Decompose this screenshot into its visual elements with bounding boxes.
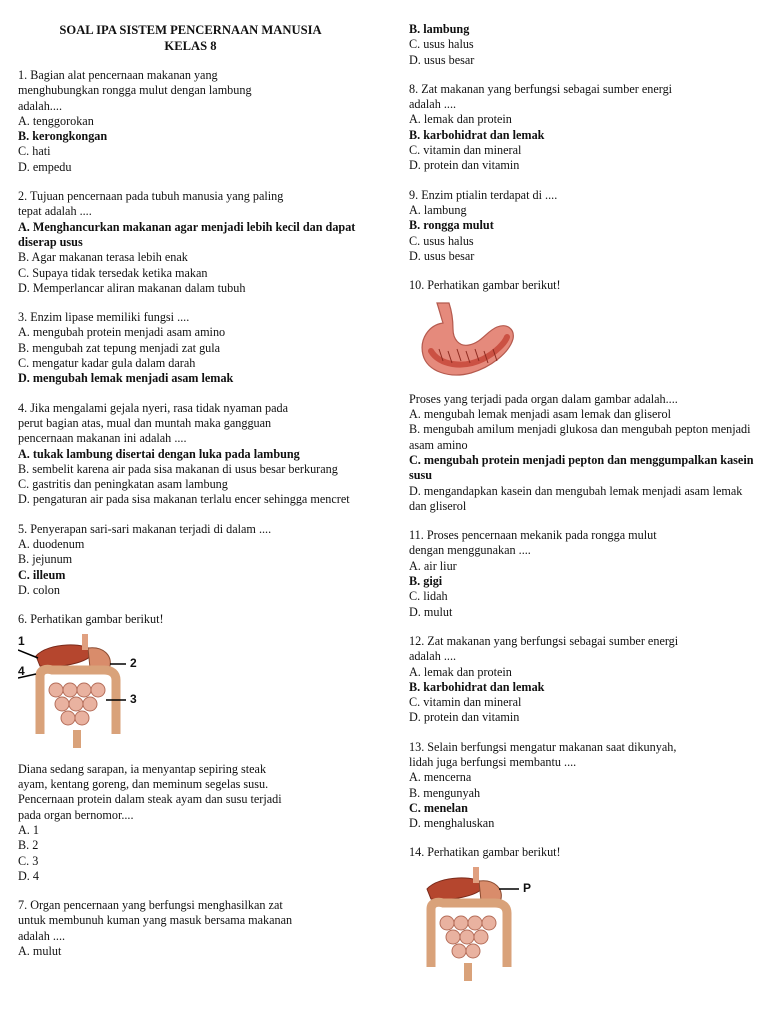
question-stem: ayam, kentang goreng, dan meminum segelas susu. xyxy=(18,777,269,792)
question-item xyxy=(409,845,754,989)
question-stem: tepat adalah .... xyxy=(18,204,92,219)
answer-option: B. rongga mulut xyxy=(409,218,494,233)
answer-option: D. usus besar xyxy=(409,248,475,263)
answer-option: B. sembelit karena air pada sisa makanan di usus besar berkurang xyxy=(18,461,338,476)
answer-option: B. gigi xyxy=(409,574,443,589)
question-item xyxy=(18,68,378,175)
answer-option: B. mengubah amilum menjadi glukosa dan mengubah pepton menjadi asam amino xyxy=(409,422,751,452)
carryover-options xyxy=(409,22,754,68)
question-stem: 12. Zat makanan yang berfungsi sebagai sumber energi xyxy=(409,633,679,648)
answer-option: C. vitamin dan mineral xyxy=(409,695,522,710)
question-stem: 2. Tujuan pencernaan pada tubuh manusia yang paling xyxy=(18,189,284,204)
figure-wrap xyxy=(409,299,754,385)
right-column xyxy=(409,22,754,995)
answer-option: A. mengubah protein menjadi asam amino xyxy=(18,325,226,340)
answer-option: A. air liur xyxy=(409,558,457,573)
answer-option: C. mengatur kadar gula dalam darah xyxy=(18,356,196,371)
question-stem: 14. Perhatikan gambar berikut! xyxy=(409,845,561,860)
question-stem: Diana sedang sarapan, ia menyantap sepiring steak xyxy=(18,761,267,776)
figure-wrap xyxy=(409,867,754,989)
answer-option: B. jejunum xyxy=(18,552,73,567)
question-list-right xyxy=(409,82,754,989)
answer-option: B. mengubah zat tepung menjadi zat gula xyxy=(18,340,221,355)
answer-option: C. 3 xyxy=(18,853,39,868)
answer-option: D. 4 xyxy=(18,868,39,883)
answer-option: D. pengaturan air pada sisa makanan terlalu encer sehingga mencret xyxy=(18,492,350,507)
answer-option: A. tenggorokan xyxy=(18,113,94,128)
question-stem: perut bagian atas, mual dan muntah maka gangguan xyxy=(18,415,272,430)
question-stem: 11. Proses pencernaan mekanik pada rongga mulut xyxy=(409,528,657,543)
answer-option: A. mulut xyxy=(18,944,62,959)
question-stem: Proses yang terjadi pada organ dalam gambar adalah.... xyxy=(409,391,678,406)
figure-wrap xyxy=(18,634,378,756)
question-item xyxy=(409,188,754,264)
question-stem: 10. Perhatikan gambar berikut! xyxy=(409,278,561,293)
question-stem: 5. Penyerapan sari-sari makanan terjadi di dalam .... xyxy=(18,521,272,536)
question-item xyxy=(409,278,754,514)
stomach-figure xyxy=(409,299,519,381)
answer-option: B. karbohidrat dan lemak xyxy=(409,127,545,142)
answer-option: A. duodenum xyxy=(18,537,85,552)
question-stem: pencernaan makanan ini adalah .... xyxy=(18,431,187,446)
answer-option: B. Agar makanan terasa lebih enak xyxy=(18,250,188,265)
figure-number-label: P xyxy=(523,880,532,895)
figure-number-label: 2 xyxy=(130,655,137,670)
answer-option: A. tukak lambung disertai dengan luka pada lambung xyxy=(18,446,300,461)
answer-option: A. Menghancurkan makanan agar menjadi lebih kecil dan dapat diserap usus xyxy=(18,219,356,249)
question-stem: 4. Jika mengalami gejala nyeri, rasa tidak nyaman pada xyxy=(18,400,289,415)
question-stem: Pencernaan protein dalam steak ayam dan susu terjadi xyxy=(18,792,282,807)
question-stem: 1. Bagian alat pencernaan makanan yang xyxy=(18,68,218,82)
answer-option: A. 1 xyxy=(18,822,39,837)
question-stem: adalah .... xyxy=(409,649,457,664)
answer-option: A. lemak dan protein xyxy=(409,664,512,679)
answer-option: C. vitamin dan mineral xyxy=(409,143,522,158)
question-list-left xyxy=(18,68,378,959)
left-column xyxy=(18,22,378,959)
title-line: SOAL IPA SISTEM PENCERNAAN MANUSIA xyxy=(59,23,322,37)
figure-leader-line xyxy=(18,650,38,658)
answer-option: D. empedu xyxy=(18,159,72,174)
answer-option: C. gastritis dan peningkatan asam lambung xyxy=(18,477,228,492)
answer-option: B. kerongkongan xyxy=(18,129,108,144)
question-item xyxy=(18,189,378,296)
answer-option: B. lambung xyxy=(409,22,470,36)
answer-option: D. Memperlancar aliran makanan dalam tubuh xyxy=(18,280,246,295)
question-item xyxy=(409,528,754,620)
question-item xyxy=(18,898,378,959)
answer-option: B. 2 xyxy=(18,838,39,853)
answer-option: D. menghaluskan xyxy=(409,816,495,831)
question-stem: menghubungkan rongga mulut dengan lambung xyxy=(18,83,252,98)
answer-option: B. karbohidrat dan lemak xyxy=(409,679,545,694)
question-stem: 7. Organ pencernaan yang berfungsi menghasilkan zat xyxy=(18,898,283,913)
question-stem: 8. Zat makanan yang berfungsi sebagai sumber energi xyxy=(409,81,673,96)
question-item xyxy=(409,740,754,832)
figure-number-label: 4 xyxy=(18,663,25,678)
answer-option: A. mencerna xyxy=(409,770,472,785)
answer-option: D. protein dan vitamin xyxy=(409,158,520,173)
question-stem: untuk membunuh kuman yang masuk bersama makanan xyxy=(18,913,293,928)
answer-option: D. mengandapkan kasein dan mengubah lemak menjadi asam lemak dan gliserol xyxy=(409,483,743,513)
question-item xyxy=(18,612,378,884)
question-stem: lidah juga berfungsi membantu .... xyxy=(409,754,577,769)
figure-number-label: 1 xyxy=(18,633,25,648)
question-stem: dengan menggunakan .... xyxy=(409,543,531,558)
question-stem: adalah .... xyxy=(409,97,457,112)
question-item xyxy=(18,522,378,598)
answer-option: C. illeum xyxy=(18,567,66,582)
question-stem: adalah.... xyxy=(18,98,62,113)
question-stem: 3. Enzim lipase memiliki fungsi .... xyxy=(18,310,190,325)
answer-option: B. mengunyah xyxy=(409,785,481,800)
answer-option: D. colon xyxy=(18,582,60,597)
question-item xyxy=(409,82,754,174)
figure-number-label: 3 xyxy=(130,691,137,706)
question-stem: adalah .... xyxy=(18,928,66,943)
subtitle-line: KELAS 8 xyxy=(164,39,217,53)
question-stem: pada organ bernomor.... xyxy=(18,807,134,822)
question-stem: 9. Enzim ptialin terdapat di .... xyxy=(409,187,558,202)
question-stem: 6. Perhatikan gambar berikut! xyxy=(18,612,164,627)
answer-option: C. hati xyxy=(18,144,51,159)
answer-option: C. mengubah protein menjadi pepton dan menggumpalkan kasein susu xyxy=(409,452,754,483)
answer-option: A. lambung xyxy=(409,202,467,217)
answer-option: C. usus halus xyxy=(409,37,474,52)
question-item xyxy=(18,310,378,386)
answer-option: D. protein dan vitamin xyxy=(409,710,520,725)
answer-option: C. Supaya tidak tersedak ketika makan xyxy=(18,265,208,280)
answer-option: D. mengubah lemak menjadi asam lemak xyxy=(18,371,234,386)
answer-option: D. mulut xyxy=(409,604,453,619)
question-item xyxy=(409,634,754,726)
digestive-system-figure xyxy=(18,634,158,752)
answer-option: D. usus besar xyxy=(409,52,475,67)
answer-option: A. lemak dan protein xyxy=(409,112,512,127)
page-title xyxy=(18,22,363,54)
answer-option: A. mengubah lemak menjadi asam lemak dan gliserol xyxy=(409,407,671,422)
answer-option: C. usus halus xyxy=(409,233,474,248)
question-item xyxy=(18,401,378,508)
answer-option: C. lidah xyxy=(409,589,448,604)
question-stem: 13. Selain berfungsi mengatur makanan saat dikunyah, xyxy=(409,739,677,754)
answer-option: C. menelan xyxy=(409,800,468,815)
